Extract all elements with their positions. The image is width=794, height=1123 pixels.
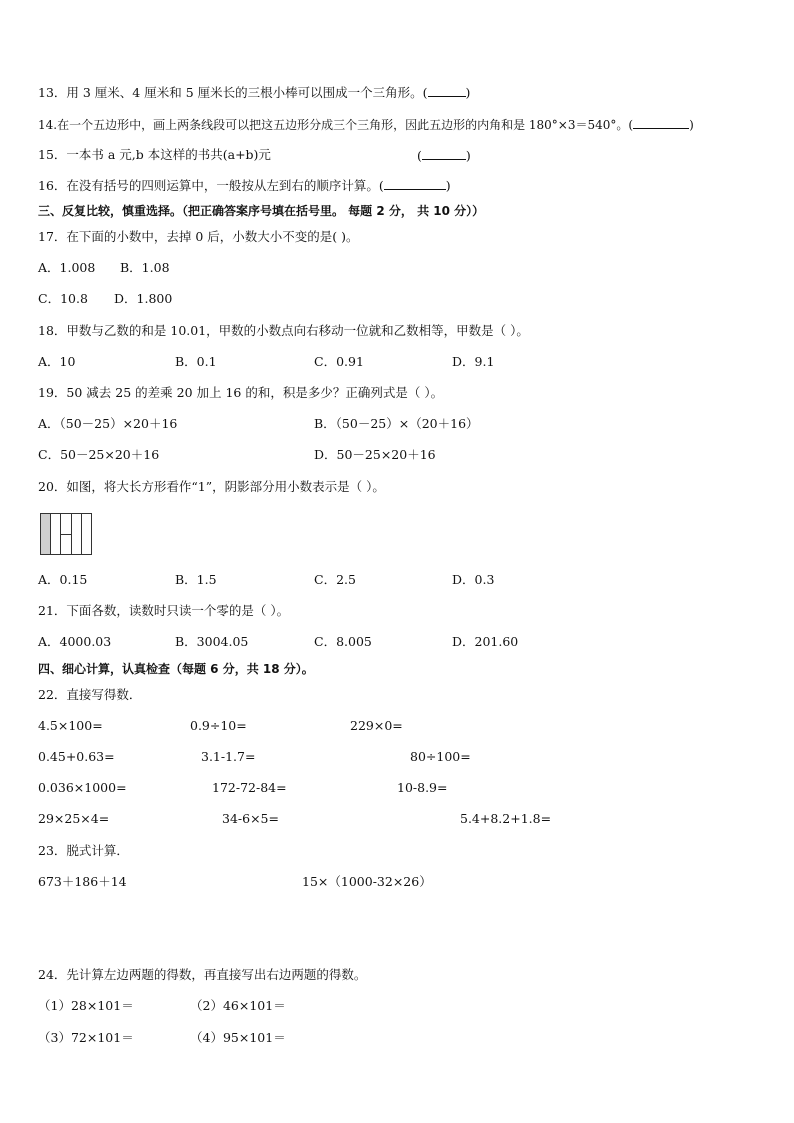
calc-item[interactable]: 0.45+0.63= [38, 749, 115, 764]
calc-item[interactable]: （2）46×101＝ [190, 998, 286, 1013]
question-17-stem: 17．在下面的小数中，去掉 0 后，小数大小不变的是( )。 [38, 229, 359, 244]
calc-item[interactable]: 3.1-1.7= [201, 749, 256, 764]
paren-close: ) [689, 118, 694, 132]
option-17-c[interactable]: C．10.8 [38, 291, 88, 306]
figure-part [72, 514, 82, 554]
question-19-stem: 19．50 减去 25 的差乘 20 加上 16 的和，积是多少？正确列式是（ ）。 [38, 385, 444, 400]
calc-item[interactable]: 0.036×1000= [38, 780, 127, 795]
calc-item[interactable]: 4.5×100= [38, 718, 103, 733]
option-19-d[interactable]: D．50－25×20＋16 [314, 447, 436, 462]
option-20-d[interactable]: D．0.3 [452, 572, 495, 587]
calc-item[interactable]: 5.4+8.2+1.8= [460, 811, 552, 826]
question-22-stem: 22．直接写得数． [38, 687, 142, 702]
question-14-text: 14.在一个五边形中，画上两条线段可以把这五边形分成三个三角形，因此五边形的内角和是 180°×3＝540°。( [38, 118, 634, 132]
option-21-d[interactable]: D．201.60 [452, 634, 519, 649]
calc-item[interactable]: 34-6×5= [222, 811, 279, 826]
paren-close: ) [445, 178, 451, 193]
question-15-answer [417, 147, 471, 164]
option-18-d[interactable]: D．9.1 [452, 354, 495, 369]
option-21-b[interactable]: B．3004.05 [175, 634, 249, 649]
question-15 [38, 147, 271, 163]
calc-item[interactable]: 172-72-84= [212, 780, 287, 795]
option-18-b[interactable]: B．0.1 [175, 354, 217, 369]
option-21-c[interactable]: C．8.005 [314, 634, 372, 649]
calc-item[interactable]: （3）72×101＝ [38, 1030, 134, 1045]
option-18-a[interactable]: A．10 [38, 354, 76, 369]
figure-shaded-part [41, 514, 51, 554]
calc-item[interactable]: 15×（1000-32×26） [302, 874, 432, 889]
option-17-d[interactable]: D．1.800 [114, 291, 173, 306]
question-21-stem: 21．下面各数，读数时只读一个零的是（ ）。 [38, 603, 290, 618]
option-19-b[interactable]: B．（50－25）×（20＋16） [314, 416, 479, 431]
question-18-stem: 18．甲数与乙数的和是 10.01，甲数的小数点向右移动一位就和乙数相等，甲数是（ ）。 [38, 323, 529, 338]
paren-open: ( [417, 148, 422, 163]
section-4-title: 四、细心计算，认真检查（每题 6 分，共 18 分）。 [38, 662, 314, 676]
calc-item[interactable]: 29×25×4= [38, 811, 110, 826]
answer-blank-14[interactable] [633, 116, 689, 129]
option-20-a[interactable]: A．0.15 [38, 572, 88, 587]
calc-item[interactable]: （4）95×101＝ [190, 1030, 286, 1045]
question-16 [38, 177, 451, 194]
option-20-b[interactable]: B．1.5 [175, 572, 217, 587]
question-24-stem: 24．先计算左边两题的得数，再直接写出右边两题的得数。 [38, 967, 367, 982]
calc-item[interactable]: 673＋186＋14 [38, 874, 127, 889]
option-19-c[interactable]: C．50－25×20＋16 [38, 447, 160, 462]
rectangle-figure [40, 513, 92, 555]
calc-item[interactable]: 229×0= [350, 718, 403, 733]
calc-item[interactable]: 10-8.9= [397, 780, 448, 795]
section-3-title: 三、反复比较，慎重选择。（把正确答案序号填在括号里。 每题 2 分， 共 10 分）） [38, 204, 485, 218]
calc-item[interactable]: （1）28×101＝ [38, 998, 134, 1013]
option-19-a[interactable]: A．（50－25）×20＋16 [38, 416, 178, 431]
option-17-b[interactable]: B．1.08 [120, 260, 170, 275]
figure-part [51, 514, 61, 554]
option-17-a[interactable]: A．1.008 [38, 260, 96, 275]
paren-close: ) [465, 148, 471, 163]
question-13-text: 13．用 3 厘米、4 厘米和 5 厘米长的三根小棒可以围成一个三角形。( [38, 85, 428, 100]
option-21-a[interactable]: A．4000.03 [38, 634, 112, 649]
question-15-text: 15．一本书 a 元,b 本这样的书共(a+b)元 [38, 147, 271, 162]
calc-item[interactable]: 80÷100= [410, 749, 471, 764]
question-20-stem: 20．如图，将大长方形看作“1”，阴影部分用小数表示是（ ）。 [38, 479, 385, 494]
paren-close: ) [465, 85, 471, 100]
question-14 [38, 116, 694, 133]
answer-blank-13[interactable] [428, 84, 466, 97]
option-18-c[interactable]: C．0.91 [314, 354, 364, 369]
question-16-text: 16．在没有括号的四则运算中，一般按从左到右的顺序计算。( [38, 178, 384, 193]
answer-blank-16[interactable] [384, 177, 446, 190]
figure-part [82, 514, 91, 554]
question-13 [38, 84, 470, 101]
answer-blank-15[interactable] [422, 147, 466, 160]
question-23-stem: 23．脱式计算． [38, 843, 129, 858]
calc-item[interactable]: 0.9÷10= [190, 718, 247, 733]
figure-part-split [61, 514, 71, 554]
option-20-c[interactable]: C．2.5 [314, 572, 356, 587]
